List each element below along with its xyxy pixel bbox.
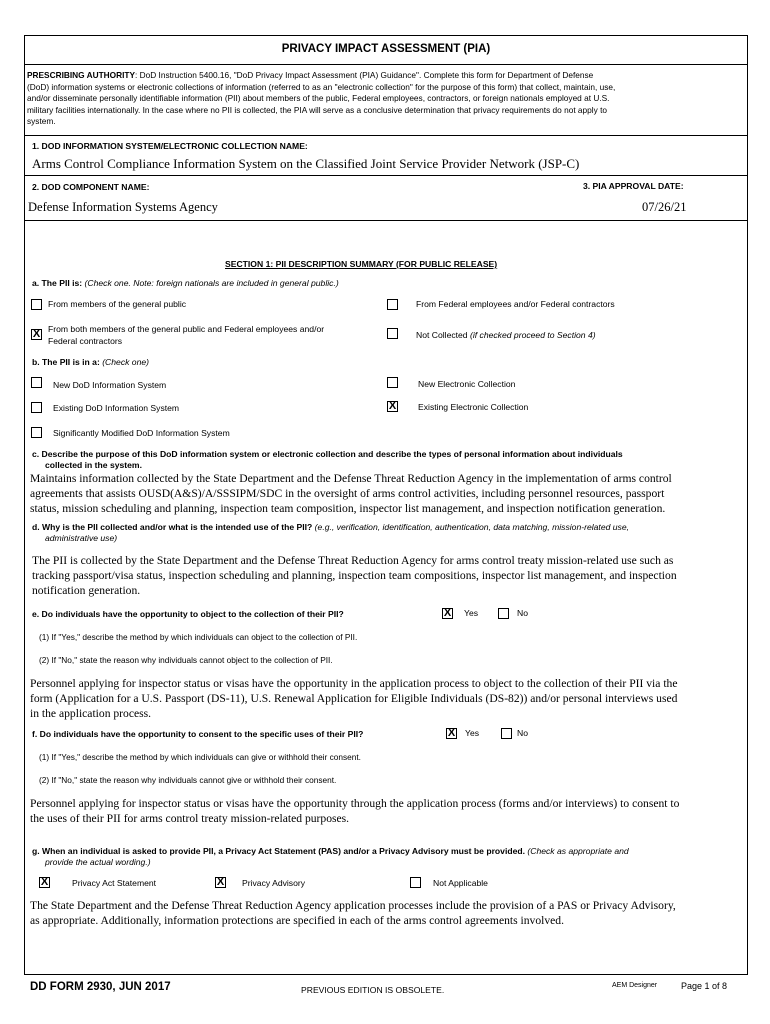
checkbox-modified-system[interactable] [31, 427, 42, 438]
checkbox-privacy-act-statement[interactable]: X [40, 876, 49, 888]
question-e: e. Do individuals have the opportunity to object to the collection of their PII? [32, 609, 344, 619]
label-e-yes: Yes [464, 608, 479, 618]
approval-date-label: 3. PIA APPROVAL DATE: [583, 181, 684, 191]
answer-c[interactable]: Maintains information collected by the State Department and the Defense Threat Reduction Agency in the implementation of arms control agreements that assists OUSD(A&S)/A/SSSIPM/SDC in the oversight of arms control activities, including personnel resources, passport status, mission scheduling and planning, inspection team composition, inspector list management, and inspection notification generation. [30, 472, 672, 515]
system-name-value[interactable]: Arms Control Compliance Information System on the Classified Joint Service Provider Network (JSP-C) [32, 156, 580, 171]
checkbox-new-system[interactable] [31, 377, 42, 388]
approval-date-value[interactable]: 07/26/21 [642, 200, 687, 214]
checkbox-both[interactable]: X [32, 328, 41, 340]
e-sub-1: (1) If "Yes," describe the method by which individuals can object to the collection of PII. [39, 632, 358, 642]
f-sub-1: (1) If "Yes," describe the method by which individuals can give or withhold their consent. [39, 752, 361, 762]
label-f-yes: Yes [465, 728, 480, 738]
edition-notice: PREVIOUS EDITION IS OBSOLETE. [301, 985, 445, 995]
checkbox-not-collected[interactable] [387, 328, 398, 339]
prescribing-text-4: military facilities internationally. In the case where no PII is collected, the PIA will serve as a conclusive determination that privacy requirements do not apply to [27, 104, 607, 115]
question-c: c. Describe the purpose of this DoD information system or electronic collection and describe the types of personal information about individuals collected in the system. [32, 449, 623, 470]
f-sub-2: (2) If "No," state the reason why individuals cannot give or withhold their consent. [39, 775, 337, 785]
divider [24, 135, 748, 136]
divider [24, 175, 748, 176]
option-modified-system: Significantly Modified DoD Information System [53, 428, 230, 438]
option-new-collection: New Electronic Collection [418, 379, 516, 389]
section1-heading: SECTION 1: PII DESCRIPTION SUMMARY (FOR PUBLIC RELEASE) [225, 259, 498, 269]
option-not-collected: Not Collected (if checked proceed to Section 4) [416, 330, 596, 340]
aem-designer: AEM Designer [612, 982, 658, 989]
system-name-label: 1. DOD INFORMATION SYSTEM/ELECTRONIC COLLECTION NAME: [32, 141, 308, 151]
form-title: PRIVACY IMPACT ASSESSMENT (PIA) [281, 43, 491, 55]
answer-g[interactable]: The State Department and the Defense Threat Reduction Agency application processes include the provision of a PAS or Privacy Advisory, as appropriate. Additionally, information protections are specified in each of the arms control agreements involved. [30, 899, 676, 927]
option-privacy-act-statement: Privacy Act Statement [72, 878, 157, 888]
checkbox-e-yes[interactable]: X [443, 607, 452, 619]
option-federal-employees: From Federal employees and/or Federal contractors [416, 299, 615, 309]
checkbox-general-public[interactable] [31, 299, 42, 310]
prescribing-text-2: (DoD) information systems or electronic collections of information (referred to as an "electronic collection" for the purpose of this form) that collect, maintain, use, [27, 81, 616, 92]
label-f-no: No [517, 728, 528, 738]
question-a: a. The PII is: (Check one. Note: foreign nationals are included in general public.) [32, 278, 339, 288]
option-existing-collection: Existing Electronic Collection [418, 402, 529, 412]
checkbox-new-collection[interactable] [387, 377, 398, 388]
answer-d[interactable]: The PII is collected by the State Department and the Defense Threat Reduction Agency for arms control treaty mission-related use such as tracking passport/visa status, inspection scheduling and planning, inspection team compositions, inspector list management, and inspection notification generation. [32, 554, 677, 597]
prescribing-text-3: and/or disseminate personally identifiable information (PII) about members of the public, Federal employees, contractors, or foreign nationals employed at U.S. [27, 93, 610, 104]
option-both: From both members of the general public and Federal employees and/or Federal contractors [48, 324, 325, 346]
component-name-value[interactable]: Defense Information Systems Agency [28, 200, 218, 214]
answer-e[interactable]: Personnel applying for inspector status or visas have the opportunity in the application process to object to the collection of their PII via the form (Application for a U.S. Passport (DS-11), U.S. Renewal Application for Eligible Individuals (DS-82)) and/or personal interviews used in the application process. [30, 677, 678, 720]
checkbox-f-no[interactable] [501, 728, 512, 739]
checkbox-not-applicable[interactable] [410, 877, 421, 888]
component-name-label: 2. DOD COMPONENT NAME: [32, 182, 150, 192]
divider [24, 64, 748, 65]
option-existing-system: Existing DoD Information System [53, 403, 180, 413]
prescribing-text-1: : DoD Instruction 5400.16, "DoD Privacy Impact Assessment (PIA) Guidance". Complete this form for Department of Defense [135, 70, 594, 80]
checkbox-existing-system[interactable] [31, 402, 42, 413]
question-b: b. The PII is in a: (Check one) [32, 357, 150, 367]
prescribing-label: PRESCRIBING AUTHORITY [27, 70, 136, 80]
checkbox-existing-collection[interactable]: X [388, 400, 397, 412]
prescribing-text-5: system. [27, 116, 56, 127]
form-number: DD FORM 2930, JUN 2017 [30, 981, 171, 993]
checkbox-federal-employees[interactable] [387, 299, 398, 310]
question-f: f. Do individuals have the opportunity to consent to the specific uses of their PII? [32, 729, 364, 739]
prescribing-authority [27, 70, 745, 128]
checkbox-privacy-advisory[interactable]: X [216, 876, 225, 888]
checkbox-e-no[interactable] [498, 608, 509, 619]
option-not-applicable: Not Applicable [433, 878, 488, 888]
option-new-system: New DoD Information System [53, 380, 167, 390]
divider [24, 220, 748, 221]
page-number: Page 1 of 8 [681, 981, 728, 991]
checkbox-f-yes[interactable]: X [447, 727, 456, 739]
question-g: g. When an individual is asked to provide PII, a Privacy Act Statement (PAS) and/or a Privacy Advisory must be provided. (Check as appropriate and provide the actual wording.) [32, 846, 629, 867]
question-d: d. Why is the PII collected and/or what is the intended use of the PII? (e.g., verification, identification, authentication, data matching, mission-related use, administrative use) [32, 522, 630, 543]
e-sub-2: (2) If "No," state the reason why individuals cannot object to the collection of PII. [39, 655, 333, 665]
option-privacy-advisory: Privacy Advisory [242, 878, 306, 888]
answer-f[interactable]: Personnel applying for inspector status or visas have the opportunity through the application process (forms and/or interviews) to consent to the uses of their PII for arms control treaty mission-related purposes. [30, 797, 680, 825]
label-e-no: No [517, 608, 528, 618]
option-general-public: From members of the general public [48, 299, 187, 309]
